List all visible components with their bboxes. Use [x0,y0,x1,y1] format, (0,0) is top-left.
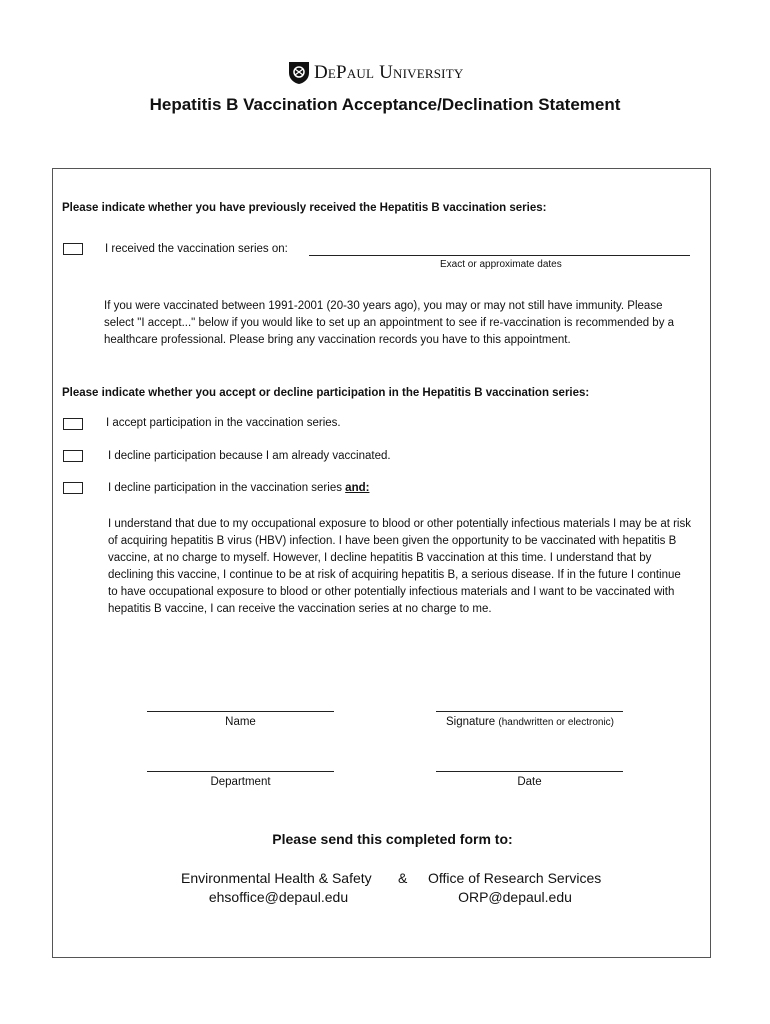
page-title: Hepatitis B Vaccination Acceptance/Declination Statement [149,95,621,114]
accept-checkbox[interactable] [63,418,83,430]
already-vaccinated-checkbox[interactable] [63,450,83,462]
office2-email[interactable]: ORP@depaul.edu [458,889,572,905]
date-label: Date [517,776,542,788]
signature-field[interactable] [436,711,623,712]
send-heading: Please send this completed form to: [272,831,513,847]
ampersand: & [398,870,408,886]
decline-label-text: I decline participation in the vaccination series [108,482,342,494]
depaul-shield-icon [288,61,310,85]
name-field[interactable] [147,711,334,712]
accept-label: I accept participation in the vaccination series. [106,417,341,429]
received-vaccination-label: I received the vaccination series on: [105,243,288,255]
office1-name: Environmental Health & Safety [181,870,372,886]
date-caption: Exact or approximate dates [440,259,562,270]
received-vaccination-checkbox[interactable] [63,243,83,255]
already-vaccinated-label: I decline participation because I am already vaccinated. [108,450,391,462]
participation-question: Please indicate whether you accept or decline participation in the Hepatitis B vaccination series: [62,387,590,399]
date-field[interactable] [436,771,623,772]
decline-and-text: and: [345,482,370,494]
signature-note: (handwritten or electronic) [498,717,615,728]
office2-name: Office of Research Services [428,870,602,886]
department-field[interactable] [147,771,334,772]
office1-email[interactable]: ehsoffice@depaul.edu [208,889,349,905]
logo-text: DePaul University [314,62,464,83]
decline-checkbox[interactable] [63,482,83,494]
signature-label-wrap [400,714,660,731]
immunity-note: If you were vaccinated between 1991-2001 (20-30 years ago), you may or may not still have immunity. Please select "I accept..." below if you would like to set up an appointment to see if re-vaccination is recommended by a healthcare professional. Please bring any vaccination records you have to this appointment. [104,300,675,346]
department-label: Department [210,776,271,788]
vaccination-date-field[interactable] [309,255,690,256]
name-label: Name [225,716,256,728]
previous-vaccination-question: Please indicate whether you have previously received the Hepatitis B vaccination series: [62,202,547,214]
university-logo [288,61,463,85]
decline-label [108,480,369,497]
signature-label: Signature [445,716,496,728]
declination-statement: I understand that due to my occupational exposure to blood or other potentially infectious materials I may be at risk of acquiring hepatitis B virus (HBV) infection. I have been given the opportunity to be vaccinated with hepatitis B vaccine, at no charge to myself. However, I decline hepatitis B vaccination at this time. I understand that by declining this vaccine, I continue to be at risk of acquiring hepatitis B, a serious disease. If in the future I continue to have occupational exposure to blood or other potentially infectious materials and I want to be vaccinated with hepatitis B vaccine, I can receive the vaccination series at no charge to me. [108,518,691,615]
